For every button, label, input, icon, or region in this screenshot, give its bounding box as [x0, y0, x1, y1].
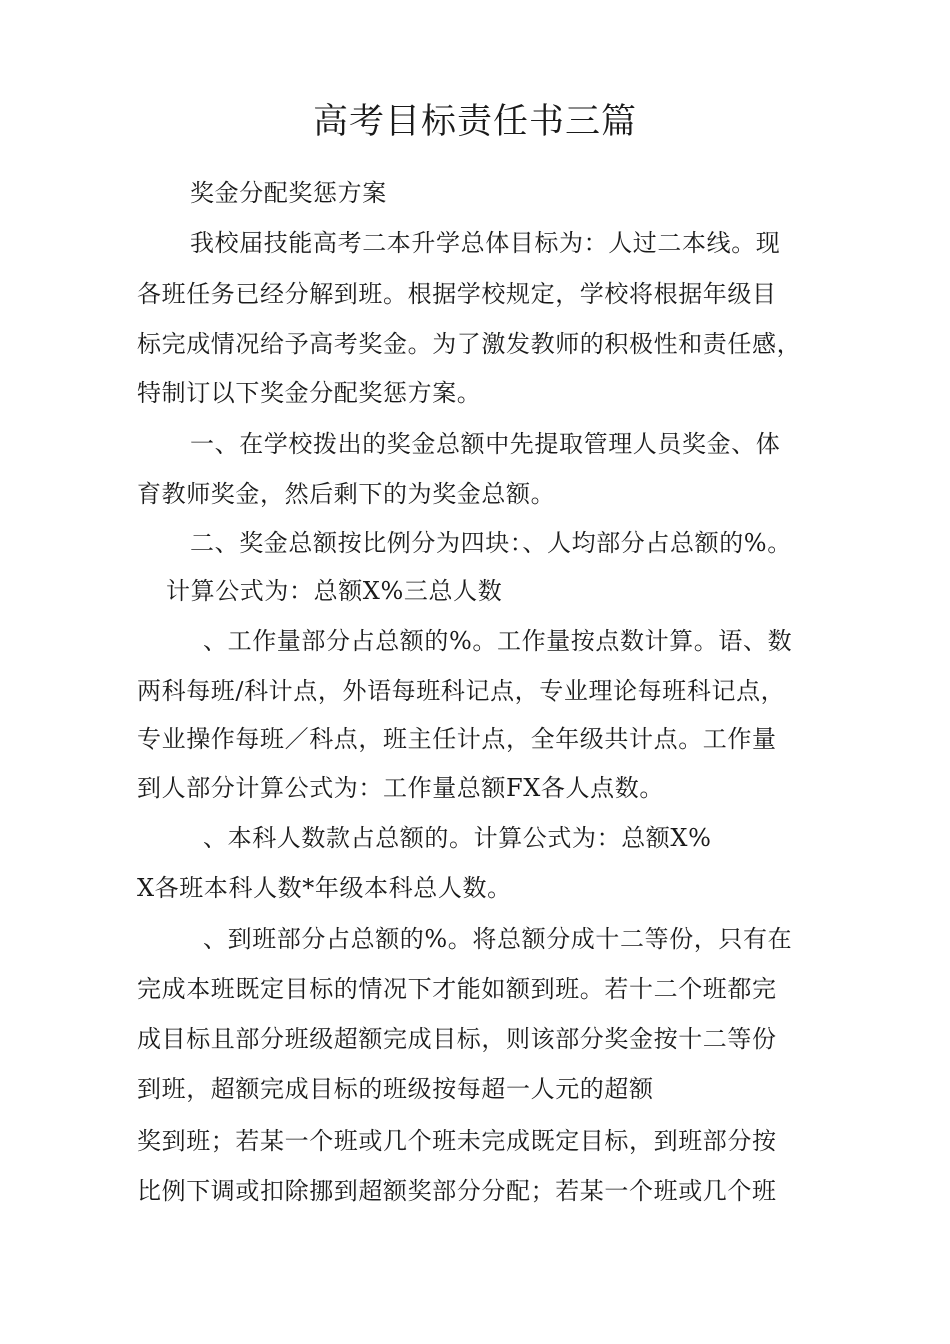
paragraph-line: 完成本班既定目标的情况下才能如额到班。若十二个班都完 [137, 975, 777, 1003]
paragraph-line: 、到班部分占总额的%。将总额分成十二等份，只有在 [203, 925, 793, 953]
paragraph-line: 一、在学校拨出的奖金总额中先提取管理人员奖金、体 [190, 430, 781, 458]
paragraph-line: 二、奖金总额按比例分为四块：、人均部分占总额的%。 [190, 529, 792, 557]
paragraph-line: 标完成情况给予高考奖金。为了激发教师的积极性和责任感， [137, 330, 802, 358]
page-title: 高考目标责任书三篇 [312, 102, 637, 142]
formula-line: 计算公式为：总额X%三总人数 [166, 577, 503, 605]
paragraph-line: 专业操作每班／科点，班主任计点，全年级共计点。工作量 [137, 725, 777, 753]
paragraph-line: 各班任务已经分解到班。根据学校规定，学校将根据年级目 [137, 280, 777, 308]
paragraph-line: 到人部分计算公式为：工作量总额FX各人点数。 [137, 774, 664, 802]
paragraph-line: 奖到班；若某一个班或几个班未完成既定目标，到班部分按 [137, 1127, 777, 1155]
paragraph-line: 我校届技能高考二本升学总体目标为：人过二本线。现 [190, 229, 781, 257]
paragraph-line: 、本科人数款占总额的。计算公式为：总额X% [203, 824, 712, 852]
paragraph-line: 到班，超额完成目标的班级按每超一人元的超额 [137, 1075, 654, 1103]
paragraph-line: 两科每班/科计点，外语每班科记点，专业理论每班科记点， [137, 677, 786, 705]
section-heading: 奖金分配奖惩方案 [190, 179, 387, 207]
paragraph-line: 、工作量部分占总额的%。工作量按点数计算。语、数 [203, 627, 793, 655]
paragraph-line: X各班本科人数*年级本科总人数。 [137, 874, 512, 902]
paragraph-line: 育教师奖金，然后剩下的为奖金总额。 [137, 480, 556, 508]
paragraph-line: 成目标且部分班级超额完成目标，则该部分奖金按十二等份 [137, 1025, 777, 1053]
paragraph-line: 比例下调或扣除挪到超额奖部分分配；若某一个班或几个班 [137, 1177, 777, 1205]
paragraph-line: 特制订以下奖金分配奖惩方案。 [137, 379, 482, 407]
